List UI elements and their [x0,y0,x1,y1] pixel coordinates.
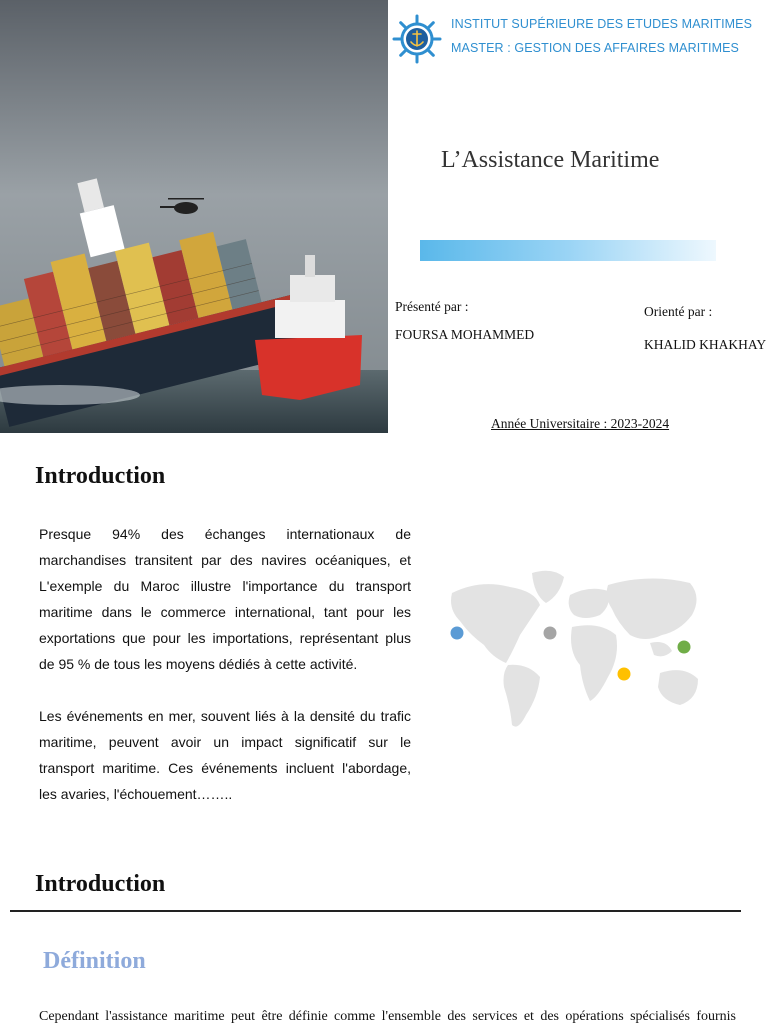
intro-paragraph-1: Presque 94% des échanges internationaux de marchandises transitent par des navires océaniques, et L'exemple du Maroc illustre l'importance du transport maritime dans le commerce international, tant pour les exportations que pour les importations, représentant plus de 95 % de tous les moyens dédiés à cette activité. [39,526,411,672]
divider-line [10,910,741,912]
map-dot-blue [451,627,464,640]
map-dot-grey [544,627,557,640]
presenter-name: FOURSA MOHAMMED [395,327,535,342]
anchor-ship-wheel-logo [392,14,442,64]
academic-year: Année Universitaire : 2023-2024 [491,416,670,431]
supervisor-name: KHALID KHAKHAY [644,337,767,352]
presented-label: Présenté par : [395,299,469,314]
program-name: MASTER : GESTION DES AFFAIRES MARITIMES [451,41,739,55]
definition-text: Cependant l'assistance maritime peut être définie comme l'ensemble des services et des opérations spécialisés fournis [39,1009,736,1024]
definition-title: Définition [43,948,146,974]
institute-name: INSTITUT SUPÉRIEURE DES ETUDES MARITIMES [451,17,753,31]
intro-heading: Introduction [35,463,166,489]
map-dot-green [678,641,691,654]
cover-photo [0,0,388,433]
intro-paragraph-2: Les événements en mer, souvent liés à la densité du trafic maritime, peuvent avoir un impact significatif sur le transport maritime. Ces événements incluent l'abordage, les avaries, l'échouement…….. [39,708,411,802]
map-dot-yellow [618,668,631,681]
supervisor-label: Orienté par : [644,304,713,319]
document-title: L’Assistance Maritime [441,147,660,173]
decorative-gradient-bar [420,240,716,261]
section3-heading: Introduction [35,871,166,897]
world-map-icon [440,565,715,735]
